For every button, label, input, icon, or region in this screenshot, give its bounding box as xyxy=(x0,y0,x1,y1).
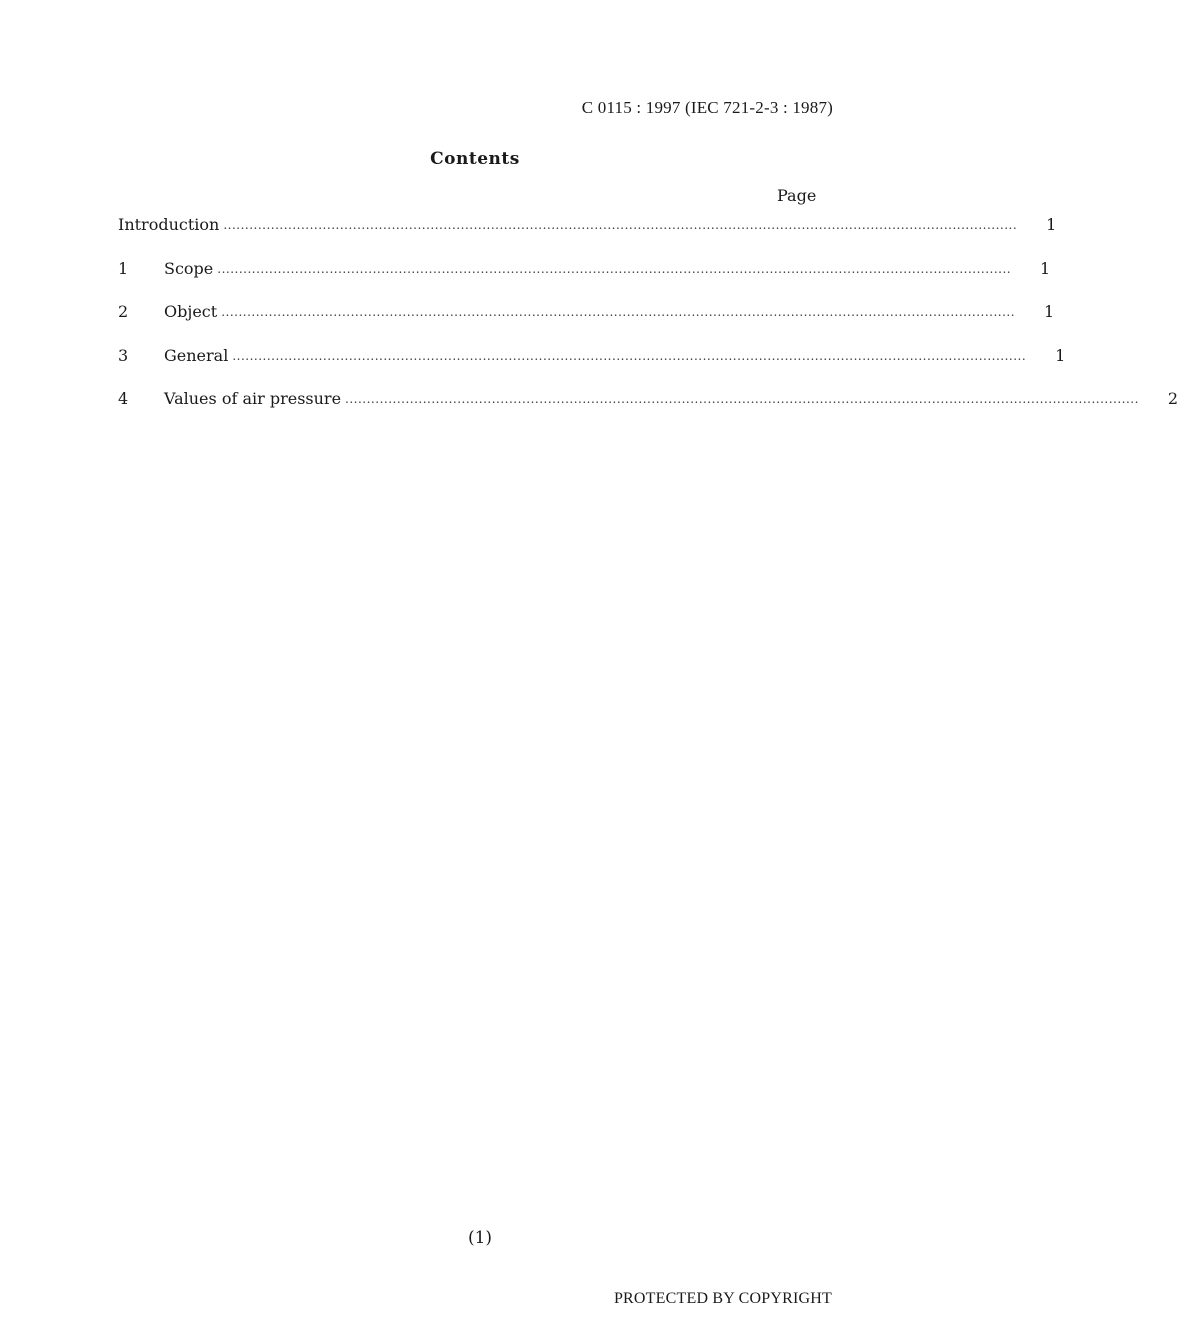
toc-entry-general[interactable] xyxy=(118,345,1066,389)
toc-entry-page: 1 xyxy=(1043,302,1055,321)
toc-entry-title: General xyxy=(164,345,229,365)
copyright-notice: PROTECTED BY COPYRIGHT xyxy=(613,1290,832,1307)
toc-dot-leader: ........................................................................................................................................................................................ xyxy=(232,348,1027,363)
page-column-header: Page xyxy=(777,186,817,205)
toc-entry-title: Object xyxy=(164,302,218,321)
toc-entry-page: 2 xyxy=(1167,389,1178,408)
toc-entry-number: 4 xyxy=(118,389,129,408)
table-of-contents xyxy=(118,214,1178,432)
contents-title: Contents xyxy=(430,149,520,169)
toc-entry-number: 3 xyxy=(118,345,129,365)
toc-entry-title: Scope xyxy=(164,258,214,278)
toc-entry-page: 1 xyxy=(1046,215,1057,234)
toc-entry-introduction[interactable] xyxy=(118,214,1057,258)
toc-dot-leader: ........................................................................................................................................................................................ xyxy=(223,218,1018,232)
document-number: C 0115 : 1997 (IEC 721-2-3 : 1987) xyxy=(581,98,833,117)
page-number: (1) xyxy=(467,1228,493,1248)
toc-entry-title: Introduction xyxy=(118,215,220,234)
toc-entry-page: 1 xyxy=(1055,345,1066,365)
toc-dot-leader: ........................................................................................................................................................................................ xyxy=(217,261,1012,276)
toc-entry-page: 1 xyxy=(1040,258,1051,278)
toc-entry-title: Values of air pressure xyxy=(164,389,342,408)
toc-entry-number: 2 xyxy=(118,302,129,321)
toc-entry-number: 1 xyxy=(118,258,129,278)
toc-entry-object[interactable] xyxy=(118,301,1055,345)
toc-dot-leader: ........................................................................................................................................................................................ xyxy=(345,392,1139,406)
toc-entry-values-of-air-pressure[interactable] xyxy=(118,388,1178,432)
toc-entry-scope[interactable] xyxy=(118,258,1051,302)
toc-dot-leader: ........................................................................................................................................................................................ xyxy=(221,305,1016,319)
